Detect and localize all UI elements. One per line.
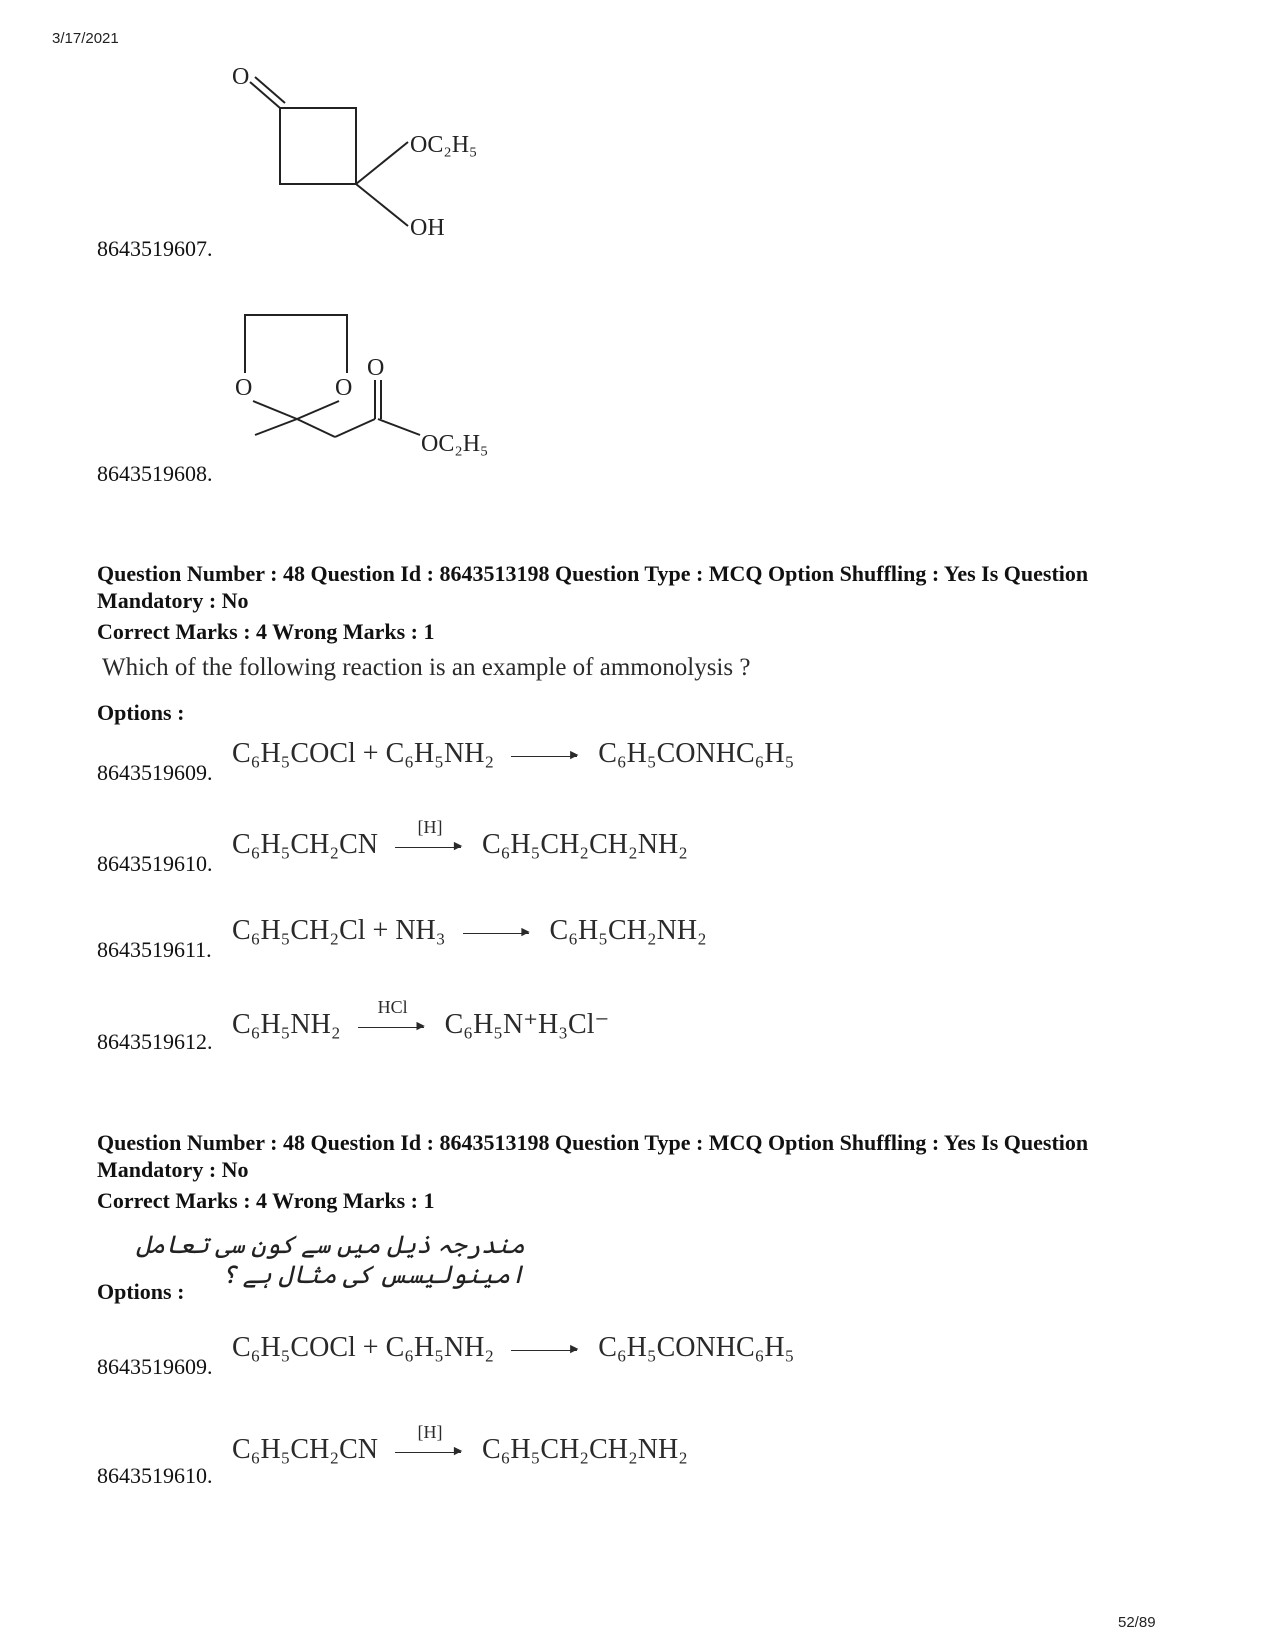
hydroxy-label: OH [410, 215, 445, 241]
option-id: 8643519611. [97, 937, 212, 962]
ethoxy-label: OC₂H₅ [410, 132, 478, 158]
reaction-arrow: ► [511, 1340, 581, 1360]
option-id: 8643519612. [97, 1029, 213, 1054]
option-id: 8643519609. [97, 1354, 213, 1379]
reaction-equation [232, 1421, 688, 1466]
product: C₆H₅CH₂NH₂ [549, 915, 707, 946]
reaction-equation [232, 996, 610, 1041]
option-id-8643519608: 8643519608. [97, 461, 213, 486]
reaction-arrow: ► [511, 746, 581, 766]
question-text-urdu: مندرجہ ذیل میں سے کون سی تعامل امینولیسس کی مثال ہے ؟ [135, 1232, 525, 1289]
reaction-equation [232, 816, 688, 861]
reactant: C₆H₅NH₂ [232, 1009, 341, 1040]
options-label: Options : [97, 700, 185, 725]
product: C₆H₅N⁺H₃Cl⁻ [444, 1009, 610, 1040]
carbonyl-oxygen-label: O [367, 355, 385, 381]
question-header: Question Number : 48 Question Id : 8643513198 Question Type : MCQ Option Shuffling : Yes Is Question Mandatory : No [97, 561, 1089, 613]
reagent-label: [H] [417, 1421, 443, 1442]
question-header: Question Number : 48 Question Id : 8643513198 Question Type : MCQ Option Shuffling : Yes Is Question Mandatory : No [97, 1130, 1089, 1182]
product: C₆H₅CONHC₆H₅ [598, 1332, 795, 1363]
structure-dioxolane-ester [225, 305, 525, 470]
reaction-arrow: [H] ► [395, 837, 465, 857]
reactant: C₆H₅COCl + C₆H₅NH₂ [232, 738, 495, 769]
print-date: 3/17/2021 [52, 30, 119, 47]
reaction-arrow: HCl ► [358, 1017, 428, 1037]
reactant: C₆H₅CH₂CN [232, 1434, 378, 1465]
product: C₆H₅CH₂CH₂NH₂ [481, 1434, 688, 1465]
reagent-label: [H] [417, 816, 443, 837]
option-id: 8643519610. [97, 1463, 213, 1488]
product: C₆H₅CH₂CH₂NH₂ [481, 829, 688, 860]
option-id-8643519607: 8643519607. [97, 236, 213, 261]
product: C₆H₅CONHC₆H₅ [598, 738, 795, 769]
reaction-equation [232, 738, 794, 770]
reactant: C₆H₅COCl + C₆H₅NH₂ [232, 1332, 495, 1363]
reactant: C₆H₅CH₂Cl + NH₃ [232, 915, 446, 946]
ethoxy-label: OC₂H₅ [421, 431, 489, 457]
reaction-arrow: ► [463, 923, 533, 943]
question-marks: Correct Marks : 4 Wrong Marks : 1 [97, 1188, 435, 1213]
reagent-label: HCl [377, 996, 408, 1017]
question-text: Which of the following reaction is an example of ammonolysis ? [102, 654, 751, 681]
ring-oxygen-right-label: O [335, 375, 353, 401]
reactant: C₆H₅CH₂CN [232, 829, 378, 860]
structure-cyclobutanone-hemiketal [220, 60, 520, 250]
reaction-equation [232, 915, 707, 947]
option-id: 8643519610. [97, 851, 213, 876]
page-number: 52/89 [1118, 1614, 1156, 1631]
option-id: 8643519609. [97, 760, 213, 785]
options-label: Options : [97, 1279, 185, 1304]
ring-oxygen-left-label: O [235, 375, 253, 401]
question-marks: Correct Marks : 4 Wrong Marks : 1 [97, 619, 435, 644]
reaction-arrow: [H] ► [395, 1442, 465, 1462]
carbonyl-oxygen-label: O [232, 64, 250, 90]
reaction-equation [232, 1332, 794, 1364]
